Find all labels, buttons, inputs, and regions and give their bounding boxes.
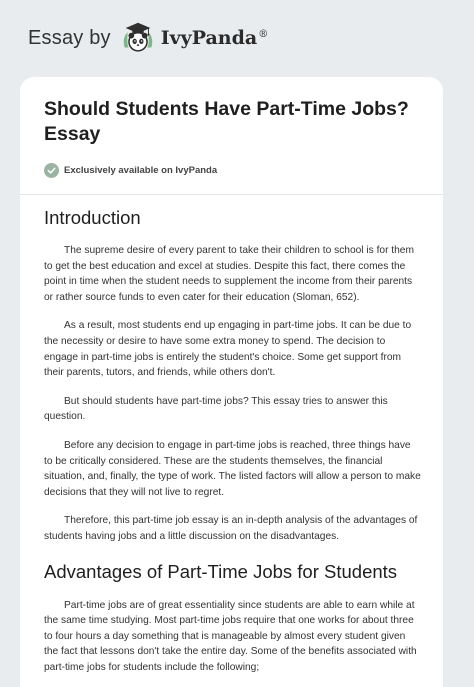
site-header bbox=[0, 0, 474, 76]
exclusive-text: Exclusively available on IvyPanda bbox=[64, 165, 218, 176]
paragraph: Before any decision to engage in part-time jobs is reached, three things have to be critically considered. These are the students themselves, the financial situation, and, finally, the type of work. The listed factors will allow a person to make decisions that they will not live to regret. bbox=[44, 439, 421, 498]
paragraph: As a result, most students end up engaging in part-time jobs. It can be due to the necessity or desire to have some extra money to spend. The decision to engage in part-time jobs is entirely the student's choice. Some get support from their parents, tutors, and friends, while others don't. bbox=[44, 320, 412, 379]
section-heading-advantages: Advantages of Part-Time Jobs for Students bbox=[44, 560, 398, 582]
paragraph: But should students have part-time jobs? This essay tries to answer this question. bbox=[44, 395, 388, 423]
brand-name: IvyPanda® bbox=[160, 27, 269, 49]
panda-graduate-icon bbox=[119, 19, 157, 57]
section-heading-introduction: Introduction bbox=[44, 207, 141, 228]
exclusive-badge bbox=[44, 163, 421, 178]
essay-by-label: Essay by bbox=[28, 26, 111, 49]
paragraph: Therefore, this part-time job essay is an in-depth analysis of the advantages of students having jobs and a little discussion on the disadvantages. bbox=[44, 515, 418, 542]
paragraph: Part-time jobs are of great essentiality since students are able to earn while at the same time studying. Most part-time jobs require that one works for about three to four hours a day something that is manageable by almost every student given the fact that lessons don't take the entire day. Some of the benefits associated with part-time jobs for students include the following; bbox=[44, 599, 417, 673]
check-circle-icon bbox=[44, 163, 59, 178]
paragraph: The supreme desire of every parent to take their children to school is for them to get the best education and excel at studies. Despite this fact, there comes the point in time when the student needs to supplement the income from their parents or rather source funds to even cater for their education (Sloman, 652). bbox=[44, 245, 414, 303]
ivypanda-logo[interactable] bbox=[119, 19, 268, 57]
essay-title: Should Students Have Part-Time Jobs? Essay bbox=[44, 98, 409, 145]
essay-card bbox=[20, 77, 443, 687]
essay-header bbox=[20, 77, 443, 194]
essay-body bbox=[20, 195, 443, 675]
